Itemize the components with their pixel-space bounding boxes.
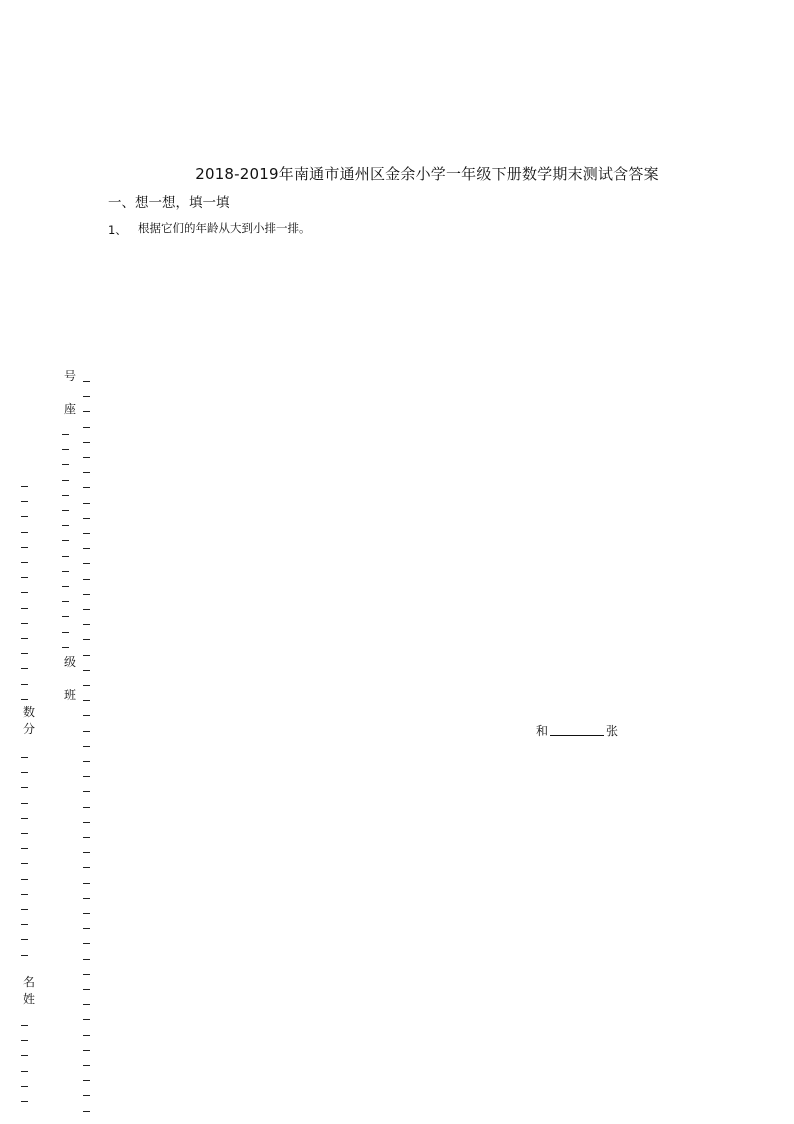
question-text: 根据它们的年龄从大到小排一排。 [138,221,311,235]
name-label-char: 名 [22,975,35,989]
margin-dash [83,533,90,534]
margin-dash [83,700,90,701]
question-number: 1、 [108,223,127,237]
margin-dash [21,608,28,609]
margin-dash [21,699,28,700]
margin-dash [83,427,90,428]
margin-dash [62,434,69,435]
margin-dash [21,516,28,517]
margin-dash [21,1025,28,1026]
margin-dash [83,563,90,564]
margin-dash [62,540,69,541]
margin-dash [83,1004,90,1005]
answer-blank[interactable] [550,723,604,736]
margin-dash [83,624,90,625]
margin-dash [21,787,28,788]
margin-dash [21,894,28,895]
margin-dash [83,548,90,549]
answer-line [536,722,618,739]
margin-dash [83,974,90,975]
margin-dash [21,1101,28,1102]
margin-dash [83,487,90,488]
margin-dash [83,791,90,792]
section-heading: 一、想一想，填一填 [108,195,230,211]
margin-dash [83,1095,90,1096]
margin-dash [21,1040,28,1041]
margin-dash [83,381,90,382]
margin-dash [83,579,90,580]
margin-dash [62,510,69,511]
margin-dash [83,655,90,656]
class-label-char: 班 [63,688,76,702]
margin-dash [83,639,90,640]
margin-dash [83,1111,90,1112]
seat-label-char: 座 [63,402,76,416]
margin-dash [62,525,69,526]
margin-dash [21,684,28,685]
margin-dash [83,898,90,899]
margin-dash [83,411,90,412]
margin-dash [62,616,69,617]
margin-dash [21,939,28,940]
margin-dash [83,518,90,519]
margin-dash [21,757,28,758]
margin-dash [21,592,28,593]
margin-dash [83,883,90,884]
margin-dash [21,772,28,773]
margin-dash [21,638,28,639]
margin-dash [83,989,90,990]
seat-label-char: 号 [63,369,76,383]
margin-dash [83,594,90,595]
margin-dash [62,449,69,450]
margin-dash [83,670,90,671]
margin-dash [21,1071,28,1072]
margin-dash [62,647,69,648]
margin-dash [21,486,28,487]
margin-dash [21,955,28,956]
margin-dash [21,1055,28,1056]
score-label-char: 数 [22,705,35,719]
margin-dash [21,668,28,669]
margin-dash [83,396,90,397]
margin-dash [83,442,90,443]
margin-dash [83,959,90,960]
margin-dash [83,867,90,868]
margin-dash [83,472,90,473]
margin-dash [21,623,28,624]
margin-dash [83,1050,90,1051]
margin-dash [21,653,28,654]
margin-dash [21,879,28,880]
margin-dash [21,547,28,548]
margin-dash [21,803,28,804]
margin-dash [83,746,90,747]
margin-dash [83,1080,90,1081]
margin-dash [21,577,28,578]
margin-dash [21,909,28,910]
margin-dash [83,503,90,504]
margin-dash [62,556,69,557]
margin-dash [62,586,69,587]
margin-dash [21,833,28,834]
class-label-char: 级 [63,655,76,669]
margin-dash [83,852,90,853]
margin-dash [21,1086,28,1087]
margin-dash [62,571,69,572]
margin-dash [83,776,90,777]
answer-suffix: 张 [606,724,619,738]
score-label-char: 分 [22,722,35,736]
margin-dash [83,731,90,732]
margin-dash [21,562,28,563]
document-title: 2018-2019年南通市通州区金余小学一年级下册数学期末测试含答案 [195,165,659,183]
margin-dash [62,601,69,602]
margin-dash [62,480,69,481]
margin-dash [83,837,90,838]
margin-dash [83,1035,90,1036]
margin-dash [21,848,28,849]
margin-dash [83,1019,90,1020]
name-label-char: 姓 [22,992,35,1006]
margin-dash [83,715,90,716]
margin-dash [83,807,90,808]
margin-dash [83,943,90,944]
margin-dash [21,818,28,819]
margin-dash [83,685,90,686]
margin-dash [83,928,90,929]
margin-dash [83,822,90,823]
margin-dash [83,609,90,610]
margin-dash [83,761,90,762]
margin-dash [21,532,28,533]
margin-dash [62,632,69,633]
margin-dash [83,457,90,458]
margin-dash [21,863,28,864]
margin-dash [62,464,69,465]
margin-dash [62,495,69,496]
margin-dash [83,913,90,914]
margin-dash [21,924,28,925]
margin-dash [21,501,28,502]
margin-dash [83,1065,90,1066]
answer-prefix: 和 [536,724,549,738]
